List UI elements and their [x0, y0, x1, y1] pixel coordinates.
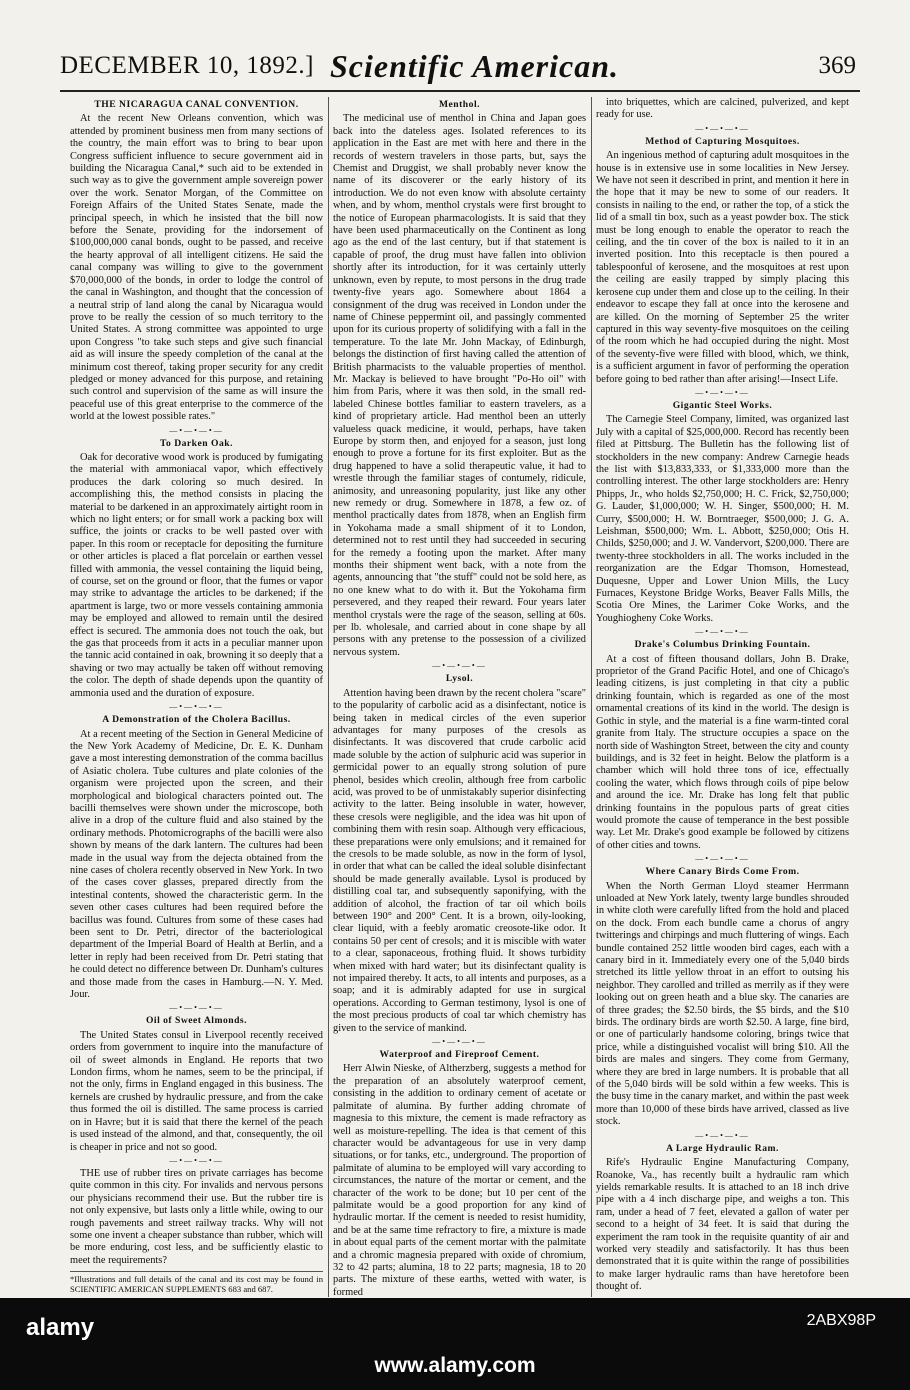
article-heading: THE NICARAGUA CANAL CONVENTION. — [94, 99, 299, 110]
article-heading: Method of Capturing Mosquitoes. — [645, 135, 800, 147]
section-ornament: —•—•—•— — [169, 1003, 224, 1013]
article-text: Rife's Hydraulic Engine Manufacturing Company, Roanoke, Va., has recently built a hydraulic ram which yields remarkable results. It is attached to an 18 inch drive pipe with a 4 inch discharge pipe, and weighs a ton. This ram, under a head of 7 feet, elevated a gallon of water per second to a height of 34 feet. It is said that during the experiment the ram took in the requisite quantity of air and worked very steadily and satisfactorily. It has thus been demonstrated that it is quite within the range of possibilities to make larger hydraulic rams than have heretofore been thought of. — [596, 1157, 849, 1293]
issue-date: DECEMBER 10, 1892.] — [60, 52, 314, 79]
footnote: *Illustrations and full details of the canal and its cost may be found in SCIENTIFIC AMERICAN SUPPLEMENTS 683 and 687. — [70, 1271, 323, 1294]
article-heading: Drake's Columbus Drinking Fountain. — [634, 639, 811, 651]
page-number: 369 — [818, 52, 856, 79]
article-text: Herr Alwin Nieske, of Altherzberg, suggests a method for the preparation of an absolutely waterproof cement, consisting in the addition to ordinary cement of acetate or palmitate of alumina. By further adding chromate of magnesia to this mixture, the cement is made refractory as well as moisture-repelling. The idea is that cement of this character would be advantageous for use in very damp situations, or for tanks, etc., underground. The proportion of palmitate of alumina to be employed will vary according to circumstances, the nature of the mortar or cement, and the character of the work to be done; but 10 per cent of the palmitate would be a good proportion for any kind of hydraulic mortar. If the cement is needed to resist humidity, and be at the same time refractory to fire, a mixture is made in about equal parts of the cement mortar with the palmitate and a chromic magnesia prepared with oxide of chromium, 32 to 42 parts; alumina, 18 to 22 parts; magnesia, 18 to 20 parts. The mixture of these earths, wetted with water, is formed — [333, 1063, 586, 1297]
section-ornament: —•—•—•— — [169, 702, 224, 712]
article-text: At the recent New Orleans convention, which was attended by prominent business men from many sections of the country, the main effort was to bring to bear upon Congress sufficient influence to secure government aid in building the Nicaragua Canal,* such aid to be extended in such way as to give the government ample sovereign power over the work. Senator Morgan, of the Committee on Foreign Affairs of the United States Senate, made the principal speech, in which he insisted that the bill now before the Senate, providing for the indorsement of $100,000,000 canal bonds, ought to be passed, and receive the hearty approval of all intelligent citizens. He said the canal company was willing to give to the government $70,000,000 of the bonds, in order to lodge the control of the canal in Washington, and thought that the concession of a neutral strip of land along the canal by Nicaragua would prove to be really the cession of so much territory to the United States. A strong committee was appointed to urge upon Congress "to take such steps and give such financial aid as will insure the speedy completion of the canal at the minimum cost thereof, taking proper security for any credit pledged or money advanced for this purpose, and retaining such control and supervision of the same as will insure the peaceful use of this great enterprise to the commerce of the world at the lowest possible rates." — [70, 113, 323, 423]
article-heading: A Demonstration of the Cholera Bacillus. — [102, 714, 291, 726]
masthead-rule — [60, 90, 860, 92]
column-1 — [70, 97, 323, 1297]
article-text: THE use of rubber tires on private carriages has become quite common in this city. For invalids and nervous persons our physicians recommend their use. But the rubber tire is not only expensive, but lasts only a little while, owing to our rough pavements and street railway tracks. Why will not some one invent a cheaper substance than rubber, which will be more enduring, cost less, and be sufficiently elastic to meet the requirements? — [70, 1167, 323, 1266]
article-text: An ingenious method of capturing adult mosquitoes in the house is in extensive use in some localities in New Jersey. We have not seen it described in print, and mention it here in the hope that it may be new to some of our readers. It consists in nailing to the end, or rather the top, of a stick the lid of a small tin box, such as a yeast powder box. The stick must be long enough to enable the operator to reach the ceiling, and the tin cover of the box is nailed to it in an inverted position. Into this receptacle is then poured a tablespoonful of kerosene, and the mosquitoes at rest upon the ceiling are easily trapped by simply placing this kerosene cup under them and close up to the ceiling. In their endeavor to escape they fall at once into the kerosene and are killed. On the morning of September 25 the writer captured in this way seventy-five mosquitoes on the ceiling of the room which he had occupied during the night. Most of the seventy-five were filled with blood, which, we think, is a sufficient argument in favor of performing the operation before going to bed rather than after arising!—Insect Life. — [596, 150, 849, 385]
article-heading: Oil of Sweet Almonds. — [145, 1015, 248, 1027]
article-heading: Waterproof and Fireproof Cement. — [379, 1049, 540, 1061]
article-text: The United States consul in Liverpool recently received orders from government to inquire into the manufacture of oil of sweet almonds in England. He reports that two London firms, whom he names, seem to be the principal, if not the only, firms in England engaged in this business. The kernels are crushed by hydraulic pressure, and from the cake thus formed the oil is distilled. The same process is carried on in Havre; but it is said that there the kernel of the peach is used instead of the almond, and that, consequently, the oil is cheaper in price and not so good. — [70, 1029, 323, 1153]
article-text: The medicinal use of menthol in China and Japan goes back into the dateless ages. Isolated references to its application in the East are met with here and there in the records of western travelers in those parts, but, says the Chemist and Druggist, we shall probably never know the name of its discoverer or the early history of its introduction. We do not even know with absolute certainty when, and by whom, menthol crystals were first brought to the notice of European pharmacologists. It is said that they have been used pharmaceutically on the Continent as long ago as the end of the last century, but if that statement is capable of proof, the drug must have fallen into oblivion shortly after its introduction, for it was certainly utterly unknown, even by repute, to most persons in the drug trade twenty-five years ago. Somewhere about 1864 a consignment of the drug was received in London under the name of Chinese peppermint oil, and passingly commented upon for its curious property of solidifying with a fall in the temperature. To the late Mr. John Mackay, of Edinburgh, belongs the distinction of first having called the attention of British pharmacists to the valuable properties of menthol. Mr. Mackay is believed to have brought "Po-Ho oil" with him from Paris, where it was then sold, in the small red-labeled Chinese bottles familiar to eastern travelers, as a kind of proprietary article. Had menthol been an utterly valueless quack medicine, it would, perhaps, have taken Europe by storm then, and enjoyed for a season, just long enough to prove a fortune for its first exploiter. But as the drug happened to have a solid therapeutic value, it had to wrestle through the familiar stages of contumely, ridicule, animosity, and unreasoning popularity, just like any other new remedy or drug. Somewhere in 1878, a few oz. of menthol practically dates from 1878, when an English firm in Yokohama made a small shipment of it to London, determined not to rest until they had succeeded in securing for the remedy a footing upon the market. After many months their shipment went back, with a note from the agents, announcing that "the stuff" could not be sold here, as no one knew what to do with it. But the Yokohama firm persevered, and they reaped their reward. Four years later menthol crystals were the rage of the season, selling at 60s. per lb. wholesale, and carried about in cone shape by all persons with any pretense to the possession of a civilized nervous system. — [333, 113, 586, 658]
section-ornament: —•—•—•— — [169, 1155, 224, 1165]
article-heading: Gigantic Steel Works. — [672, 399, 773, 411]
article-text: The Carnegie Steel Company, limited, was organized last July with a capital of $25,000,000. Record has recently been filed at Pittsburg. The Bulletin has the following list of stockholders in the new company: Andrew Carnegie heads the list with $13,833,333, or $1,333,000 more than the controlling interest. The other large stockholders are: Henry Phipps, Jr., who holds $2,750,000; H. C. Frick, $2,750,000; G. Lauder, $1,000,000; W. H. Singer, $500,000; H. M. Curry, $500,000; H. W. Borntraeger, $500,000; J. G. A. Leishman, $500,000; Wm. L. Abbott, $250,000; Otis H. Childs, $250,000; and J. W. Vandervort, $200,000. There are twenty-three stockholders in all. The works included in the reorganization are the Edgar Thomson, Homestead, Duquesne, Upper and Lower Union Mills, the Lucy Furnaces, Keystone Bridge Works, Beaver Falls Mills, the Scotia Ore Mines, the Larimer Coke Works, and the Youghiogheny Coke Works. — [596, 414, 849, 624]
masthead — [60, 48, 860, 92]
publication-title: Scientific American. — [330, 48, 620, 84]
column-2 — [333, 97, 586, 1297]
section-ornament: —•—•—•— — [695, 387, 750, 397]
alamy-logo: alamy — [26, 1314, 95, 1341]
article-heading: To Darken Oak. — [159, 437, 234, 449]
section-ornament: —•—•—•— — [695, 627, 750, 637]
article-text: into briquettes, which are calcined, pulverized, and kept ready for use. — [596, 97, 849, 121]
article-heading: Menthol. — [438, 99, 481, 110]
article-heading: Where Canary Birds Come From. — [645, 866, 800, 878]
image-id: 2ABX98P — [806, 1312, 876, 1329]
section-ornament: —•—•—•— — [695, 1130, 750, 1140]
column-3 — [596, 97, 849, 1297]
stock-url: www.alamy.com — [374, 1354, 536, 1377]
article-text: At a cost of fifteen thousand dollars, John B. Drake, proprietor of the Grand Pacific Hotel, and one of Chicago's leading citizens, is just completing in that city a public drinking fountain, which is regarded as one of the most ornamental creations of its kind in the world. The design is Gothic in style, and the material is a fine warm-tinted coral granite from Italy. The structure occupies a space on the north side of Washington Street, between the city and county buildings, and is 32 feet in height. Below the platform is a chamber which will hold three tons of ice, effectually cooling the water, which flows through coils of pipe below and around the ice. Mr. Drake has long felt that public drinking fountains in the populous parts of great cities would promote the cause of temperance in the best possible way. Let Mr. Drake's good example be followed by citizens of other cities and towns. — [596, 653, 849, 851]
column-divider — [591, 97, 592, 1297]
section-ornament: —•—•—•— — [169, 425, 224, 435]
article-heading: A Large Hydraulic Ram. — [666, 1142, 779, 1154]
section-ornament: —•—•—•— — [695, 123, 750, 133]
article-text: Oak for decorative wood work is produced by fumigating the material with ammoniacal vapor, which effectively produces the dark coloring so much desired. In accomplishing this, the method consists in placing the material to be darkened in an approximately airtight room in which no light enters; or for small work a packing box will suffice, the joints or cracks to be well pasted over with paper. In this room or receptacle for depositing the furniture or other articles is placed a flat porcelain or earthen vessel filled with ammonia, the vessel containing the liquid being, of course, set on the ground or floor, that the fumes or vapor may strike to advantage the articles to be darkened; if the apartment is large, two or more vessels containing ammonia may be employed and allowed to remain until the desired effect is secured. The ammonia does not touch the oak, but the gas that proceeds from it acts in a peculiar manner upon the tannic acid contained in oak, browning it so deeply that a shaving or two may actually be taken off without removing the color. The depth of shade depends upon the quantity of ammonia used and the duration of exposure. — [70, 451, 323, 699]
section-ornament: —•—•—•— — [432, 661, 487, 671]
column-divider — [328, 97, 329, 1297]
article-text: When the North German Lloyd steamer Herrmann unloaded at New York lately, twenty large bundles shrouded in white cloth were carefully lifted from the hold and placed on the dock. From each bundle came a chorus of angry twitterings and chirpings and much fluttering of wings. Each bundle contained 252 little wooden bird cages, each with a canary bird in it. Immediately every one of the 5,040 birds stretched its little yellow throat in an effort to outsing his neighbor. They carolled and trilled as merrily as if they were looking out on green heath and a blue sky. The canaries are of three grades; the $2.50 birds, the $5 birds, and the $10 birds. The ordinary birds are worth $2.50. A large, fine bird, or one of particularly handsome coloring, brings twice that price, while a distinguished vocalist will bring $10. All the birds are males and singers. They come from Germany, where they are bred in large numbers. It is probable that all of the 5,040 birds will be sold within a few weeks. This is the busy time in the canary market, and within the past week more than 10,000 of these birds have arrived, classed as live stock. — [596, 880, 849, 1128]
article-text: Attention having been drawn by the recent cholera "scare" to the popularity of carbolic acid as a disinfectant, notice is being taken in medical circles of the even superior advantages for many purposes of the cresols as disinfectants. It was discovered that crude carbolic acid made soluble by the action of sulphuric acid was superior in germicidal power to an equally strong solution of pure phenol, besides which creolin, although free from carbolic acid, was proved to be of unmistakably superior disinfecting activity to the latter. Being insoluble in water, however, these cresols were negligible, and the idea was hit upon of combining them with resin soap. Although very efficacious, these preparations were only emulsions; and it remained for the cresols to be made soluble, as now in the form of lysol, in order that what can be called the ideal soluble disinfectant should be made generally available. Lysol is produced by distilling coal tar, and subsequently saponifying, with the addition of alcohol, the fraction of tar oil which boils between 190° and 200° Cent. It is a brown, oily-looking, clear liquid, with a feebly aromatic creosote-like odor. It contains 50 per cent of cresols; and it is miscible with water to a clear, saponaceous, frothing fluid. It shows turbidity when mixed with hard water; but its disinfectant quality is not impaired thereby. It acts, to all intents and purposes, as a soap; and it is admirably adapted for use in surgical operations. According to German testimony, lysol is one of the most precious products of coal tar which chemistry has given to the service of mankind. — [333, 687, 586, 1034]
section-ornament: —•—•—•— — [432, 1037, 487, 1047]
article-text: At a recent meeting of the Section in General Medicine of the New York Academy of Medicine, Dr. E. K. Dunham gave a most interesting demonstration of the comma bacillus of Asiatic cholera. Tube cultures and plate colonies of the organism were projected upon the screen, and their morphological and biological characters pointed out. The bacilli themselves were shown under the microscope, both alive in a drop of the culture fluid and also stained by the ordinary methods. Photomicrographs of the bacilli were also shown by means of the dark lantern. The cultures had been made in the usual way from the dejecta obtained from the nine cases of cholera recently observed in New York. In two of the cases cover glasses, prepared directly from the intestinal contents, showed the characteristic germ. In the seven other cases cultures had been required before the bacillus was found. Cultures from some of these cases had been sent to Dr. Petri, director of the bacteriological department of the Imperial Board of Health at Berlin, and a letter in reply had been received from Dr. Petri stating that he could detect no difference between Dr. Dunham's cultures and those made from the cases in Hamburg.—N. Y. Med. Jour. — [70, 728, 323, 1001]
article-heading: Lysol. — [445, 673, 474, 685]
section-ornament: —•—•—•— — [695, 854, 750, 864]
